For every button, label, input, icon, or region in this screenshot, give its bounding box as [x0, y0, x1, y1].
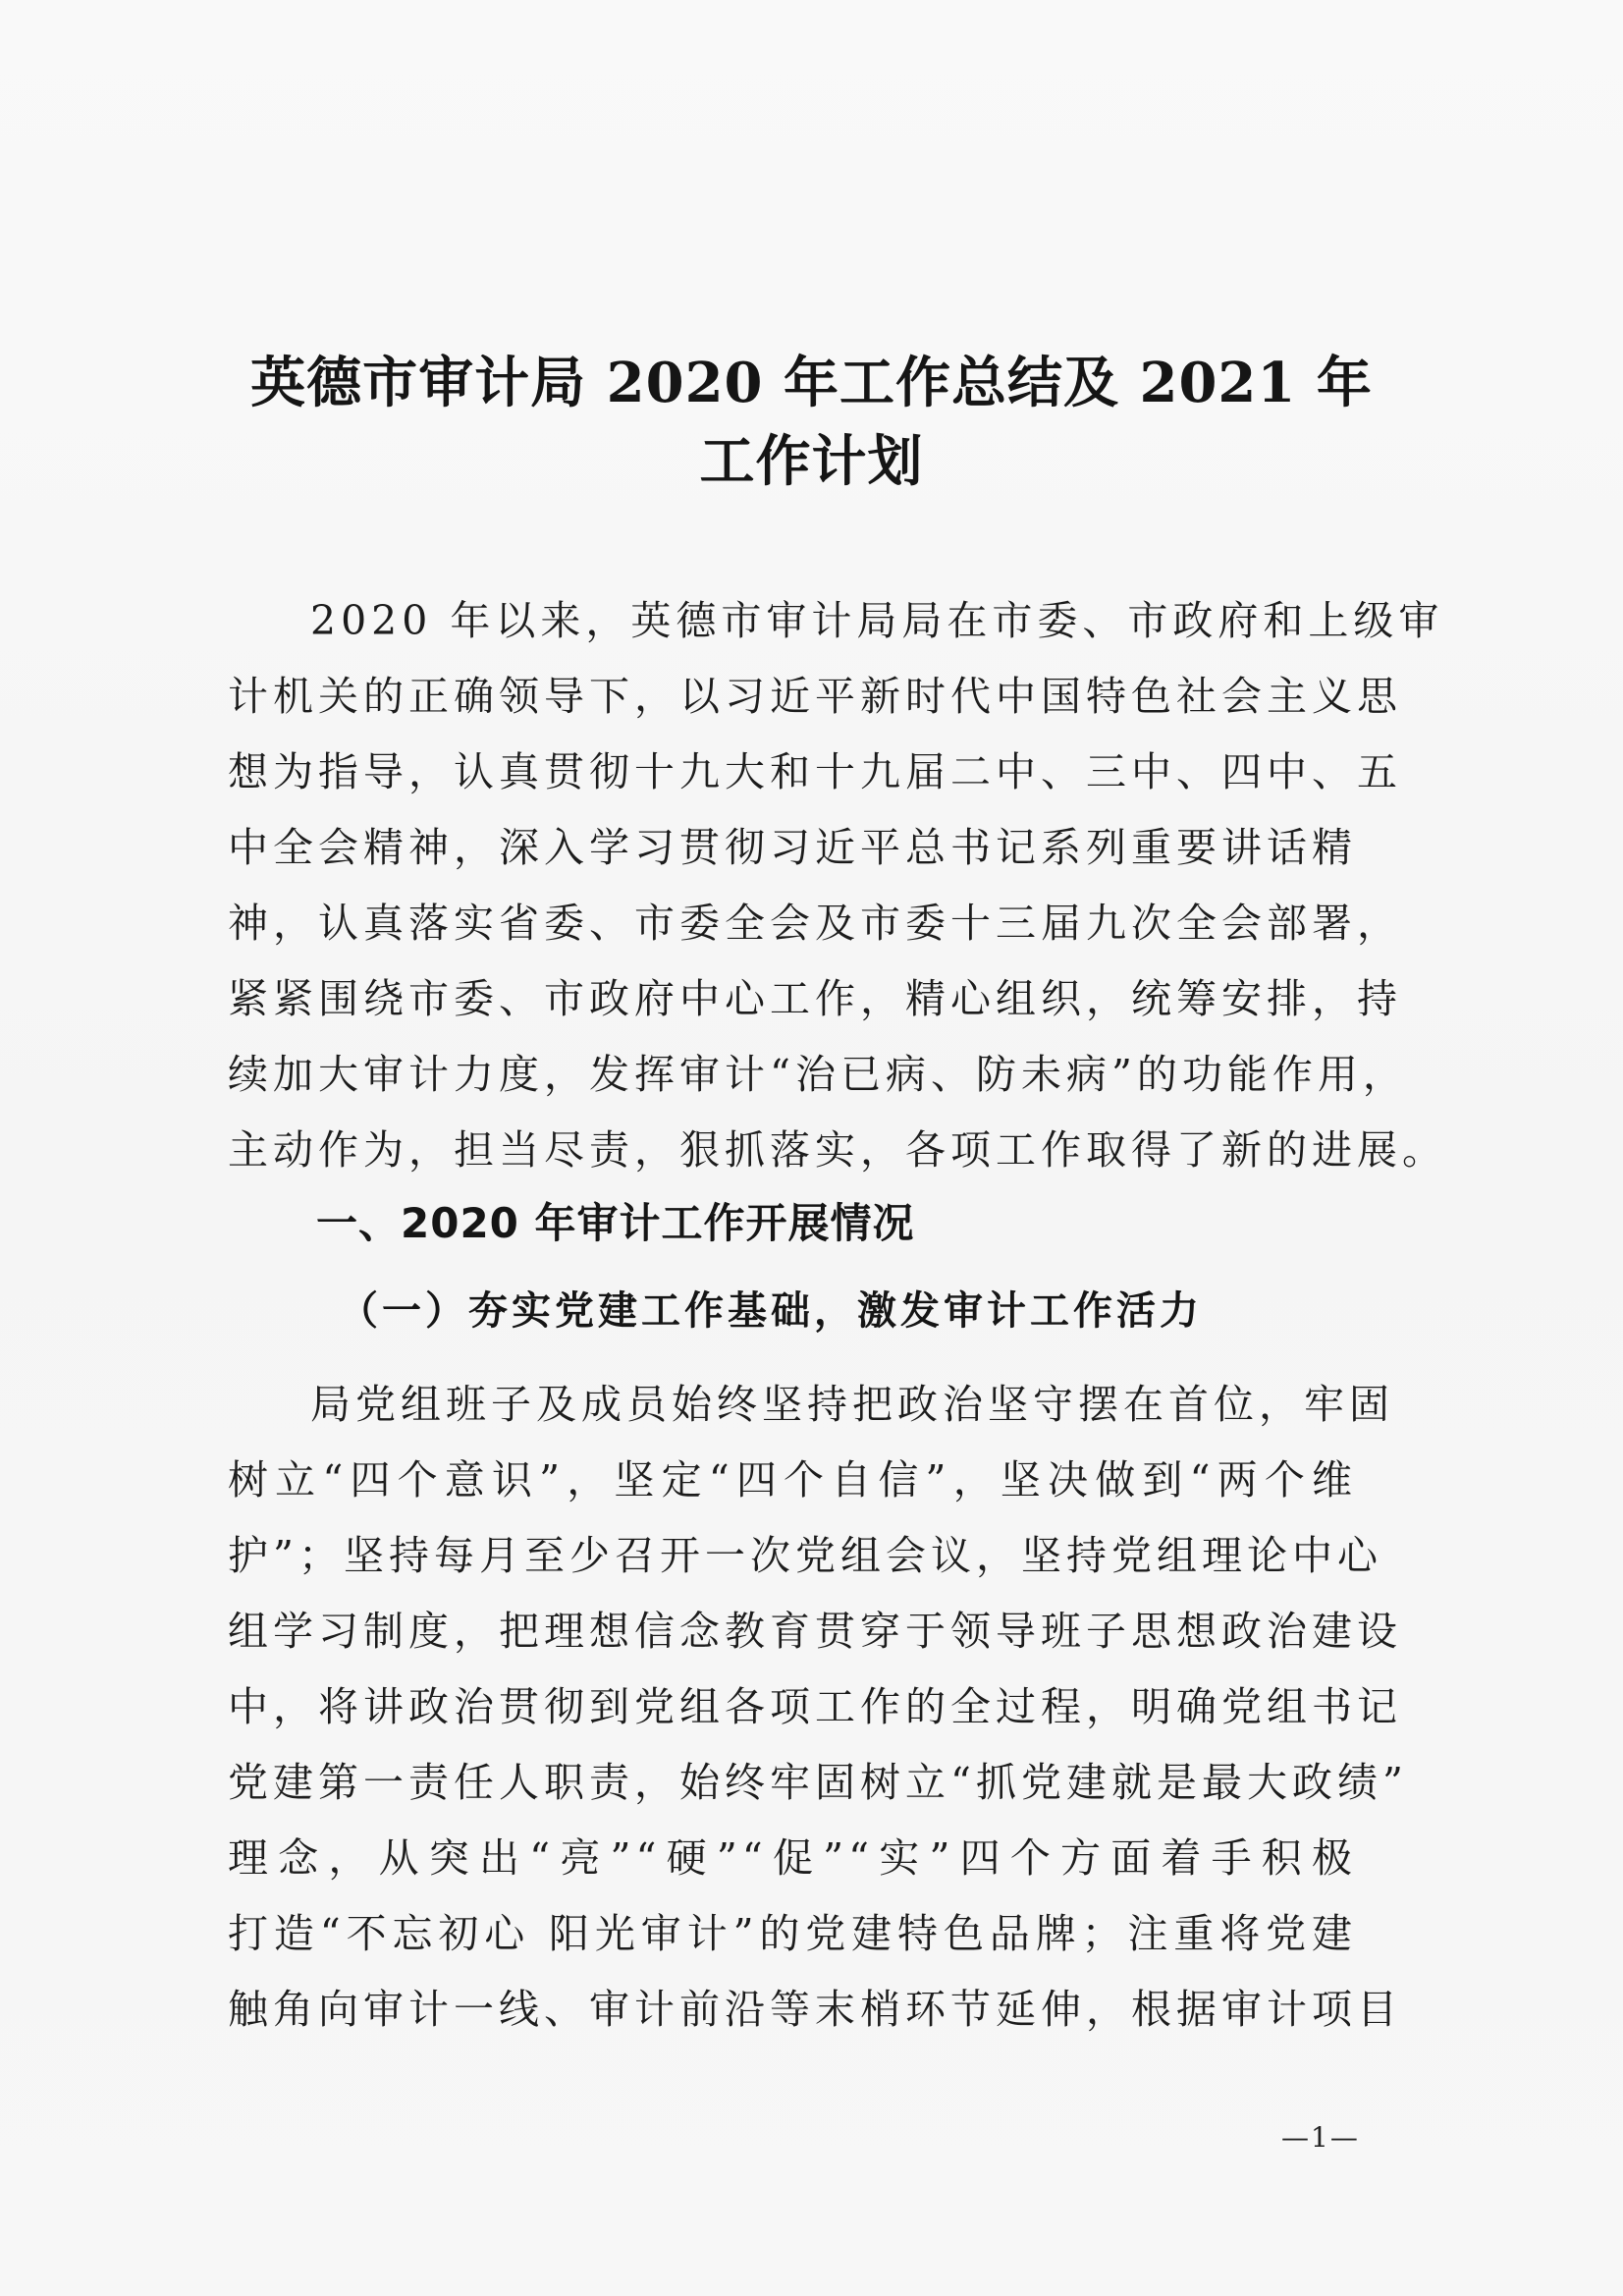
section-line: 组学习制度，把理想信念教育贯穿于领导班子思想政治建设 — [228, 1608, 1402, 1655]
intro-line: 主动作为，担当尽责，狠抓落实，各项工作取得了新的进展。 — [228, 1126, 1447, 1174]
intro-line: 紧紧围绕市委、市政府中心工作，精心组织，统筹安排，持 — [228, 975, 1402, 1022]
intro-line: 神，认真落实省委、市委全会及市委十三届九次全会部署， — [228, 900, 1402, 947]
section-line: 理念，从突出“亮”“硬”“促”“实”四个方面着手积极 — [228, 1834, 1357, 1882]
intro-line: 中全会精神，深入学习贯彻习近平总书记系列重要讲话精 — [228, 824, 1357, 871]
intro-line: 续加大审计力度，发挥审计“治已病、防未病”的功能作用， — [228, 1051, 1408, 1098]
section-line: 局党组班子及成员始终坚持把政治坚守摆在首位，牢固 — [310, 1381, 1394, 1428]
subsection-heading: （一）夯实党建工作基础，激发审计工作活力 — [339, 1287, 1203, 1334]
intro-line: 想为指导，认真贯彻十九大和十九届二中、三中、四中、五 — [228, 748, 1402, 795]
page-number: —1— — [1281, 2121, 1360, 2154]
intro-paragraph — [228, 583, 1447, 1188]
section-line: 护”；坚持每月至少召开一次党组会议，坚持党组理论中心 — [228, 1532, 1382, 1579]
document-title-line-1: 英德市审计局 2020 年工作总结及 2021 年 — [250, 351, 1373, 415]
section-line: 触角向审计一线、审计前沿等末梢环节延伸，根据审计项目 — [228, 1986, 1402, 2033]
section-line: 打造“不忘初心 阳光审计”的党建特色品牌；注重将党建 — [228, 1910, 1357, 1957]
section-heading: 一、2020 年审计工作开展情况 — [316, 1199, 915, 1247]
intro-line: 计机关的正确领导下，以习近平新时代中国特色社会主义思 — [228, 673, 1402, 720]
document-title-line-2: 工作计划 — [699, 429, 924, 494]
section-line: 党建第一责任人职责，始终牢固树立“抓党建就是最大政绩” — [228, 1759, 1408, 1806]
section-line: 中，将讲政治贯彻到党组各项工作的全过程，明确党组书记 — [228, 1683, 1402, 1730]
intro-line: 2020 年以来，英德市审计局局在市委、市政府和上级审 — [310, 597, 1444, 644]
section-line: 树立“四个意识”，坚定“四个自信”，坚决做到“两个维 — [228, 1456, 1357, 1503]
section-paragraph — [228, 1367, 1408, 2048]
